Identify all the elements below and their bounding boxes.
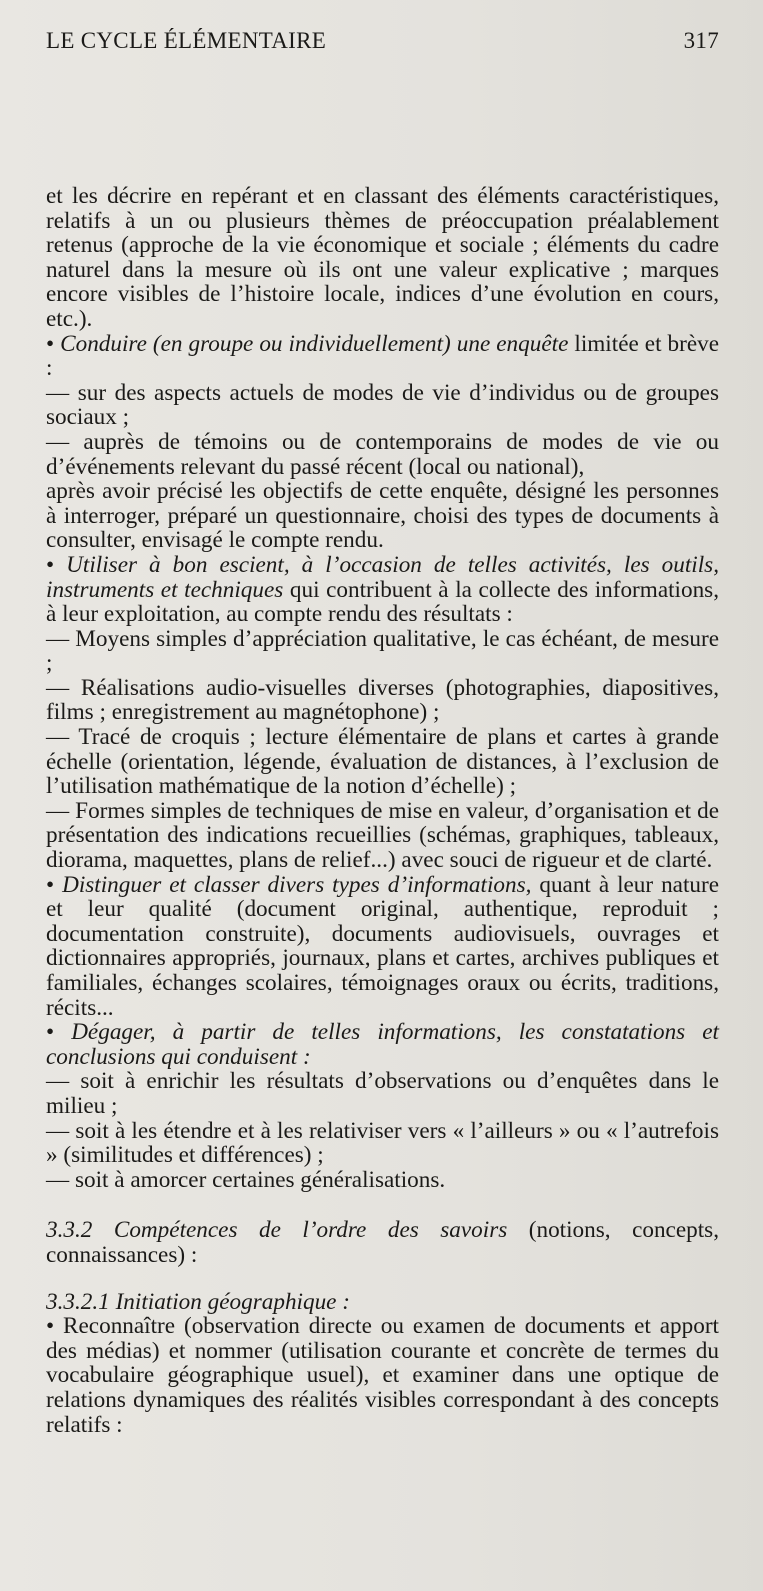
section-heading (46, 1218, 719, 1267)
bullet-heading: Dégager, à partir de telles informations, les constatations et conclusions qui conduisent : (46, 1019, 719, 1070)
dash-item: — Moyens simples d’appréciation qualitative, le cas échéant, de mesure ; (46, 625, 719, 677)
dash-item: — sur des aspects actuels de modes de vie d’individus ou de groupes sociaux ; (46, 379, 719, 431)
dash-item: — soit à enrichir les résultats d’observations ou d’enquêtes dans le milieu ; (46, 1068, 719, 1119)
bullet-item (46, 1020, 719, 1069)
chapter-title: LE CYCLE ÉLÉMENTAIRE (46, 28, 327, 53)
bullet-marker: • (46, 1313, 55, 1340)
bullet-item (46, 1314, 719, 1437)
bullet-heading: Utiliser à bon escient, à l’occasion de telles activités, les outils, instruments et techniques (46, 551, 719, 603)
running-header (46, 28, 719, 68)
dash-item: — Tracé de croquis ; lecture élémentaire de plans et cartes à grande échelle (orientation, légende, évaluation de distances, à l’exclusion de l’utilisation mathématique de la notion d’échelle) ; (46, 724, 719, 800)
dash-item: — auprès de témoins ou de contemporains de modes de vie ou d’événements relevant du passé récent (local ou national), (46, 428, 719, 480)
dash-item: — Réalisations audio-visuelles diverses (photographies, diapositives, films ; enregistrement au magnétophone) ; (46, 674, 719, 726)
subsection-title: 3.3.2.1 Initiation géographique : (46, 1288, 350, 1315)
dash-item: — soit à amorcer certaines généralisations. (46, 1166, 446, 1193)
bullet-text: quant à leur nature et leur qualité (document original, authentique, reproduit ; documentation construite), documents audiovisuels, ouvrages et dictionnaires appropriés, journaux, plans et cartes, archives publiques et familiales, échanges scolaires, témoignages oraux ou écrits, traditions, récits... (46, 871, 720, 1021)
bullet-text: Reconnaître (observation directe ou examen de documents et apport des médias) et nommer (utilisation courante et concrète de termes du vocabulaire géographique usuel), et examiner dans une optique de relations dynamiques des réalités visibles correspondant à des concepts relatifs : (46, 1313, 719, 1438)
bullet-marker: • (46, 1019, 55, 1046)
section-subtitle: (notions, concepts, connaissances) : (46, 1217, 719, 1268)
bullet-heading: Distinguer et classer divers types d’informations, (62, 871, 532, 898)
bullet-item (46, 553, 719, 627)
subsection-heading (46, 1290, 719, 1315)
dash-item: — soit à les étendre et à les relativiser vers « l’ailleurs » ou « l’autrefois » (similitudes et différences) ; (46, 1117, 719, 1169)
bullet-text: qui contribuent à la collecte des informations, à leur exploitation, au compte rendu des résultats : (46, 576, 719, 628)
bullet-marker: • (46, 330, 55, 357)
paragraph: et les décrire en repérant et en classant des éléments caractéristiques, relatifs à un ou plusieurs thèmes de préoccupation préalablement retenus (approche de la vie économique et sociale ; éléments du cadre naturel dans la mesure où ils ont une valeur explicative ; marques encore visibles de l’histoire locale, indices d’une évolution en cours, etc.). (46, 183, 719, 332)
bullet-marker: • (46, 871, 55, 898)
bullet-item (46, 332, 719, 381)
bullet-heading: Conduire (en groupe ou individuellement) une enquête (60, 330, 569, 357)
bullet-marker: • (46, 551, 55, 578)
paragraph: après avoir précisé les objectifs de cette enquête, désigné les personnes à interroger, préparé un questionnaire, choisi des types de documents à consulter, envisagé le compte rendu. (46, 478, 719, 554)
section-title: 3.3.2 Compétences de l’ordre des savoirs (46, 1217, 508, 1244)
dash-item: — Formes simples de techniques de mise en valeur, d’organisation et de présentation des indications recueillies (schémas, graphiques, tableaux, diorama, maquettes, plans de relief...) avec souci de rigueur et de clarté. (46, 797, 719, 874)
bullet-item (46, 873, 719, 1021)
bullet-text: limitée et brève : (46, 330, 720, 382)
page-number: 317 (683, 28, 719, 53)
page-body (46, 184, 719, 1437)
